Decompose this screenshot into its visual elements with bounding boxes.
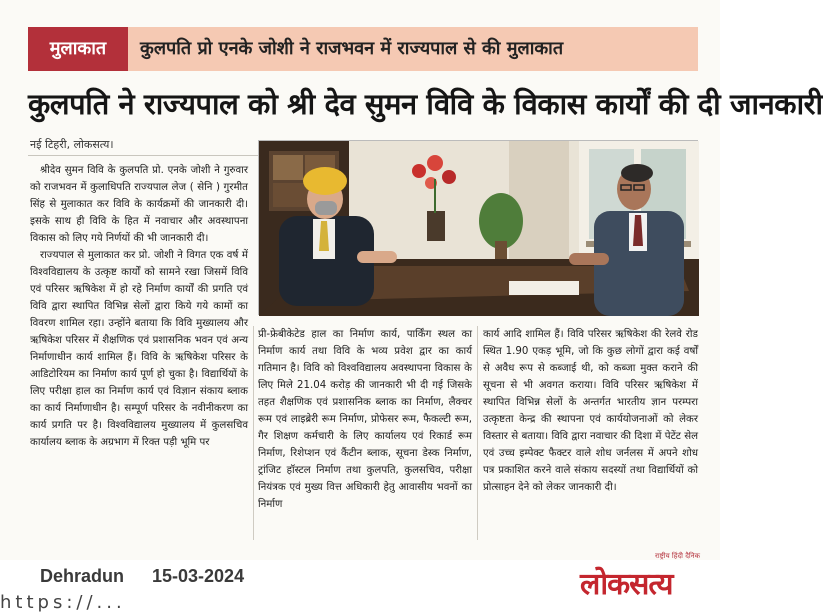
footer-date: 15-03-2024 — [152, 566, 245, 586]
paragraph: राज्यपाल से मुलाकात कर प्रो. जोशी ने विगत एक वर्ष में विश्वविद्यालय के उत्कृष्ट कार्यों को सामने रखा जिसमें विवि एवं परिसर ऋषिकेश में हो रहे निर्माण कार्यों की प्रगति एवं विवि द्वारा स्थापित विभिन्न सेलों द्वारा किये गये कामों का विवरण शामिल रहा। उन्होंने बताया कि विवि मुख्यालय और ऋषिकेश परिसर में शैक्षणिक एवं प्रशासनिक भवन एवं अन्य निर्माणाधीन कार्य शामिल हैं। विवि के ऋषिकेश परिसर के आडिटोरियम का निर्माण कार्य पूर्ण हो चुका है। विद्यार्थियों के लिए परीक्षा हाल का निर्माण कार्य एवं विज्ञान संकाय ब्लाक का कार्य निर्माणाधीन है। सम्पूर्ण परिसर के नवीनीकरण का कार्य प्रगति पर है। विश्वविद्यालय मुख्यालय में कुलसचिव कार्यालय ब्लाक के अग्रभाग में रिक्त पड़ी भूमि पर — [30, 250, 248, 448]
logo-tagline: राष्ट्रीय हिंदी दैनिक — [655, 552, 700, 560]
article-column-1 — [30, 162, 248, 540]
meeting-photo — [258, 140, 698, 315]
partial-url-text — [0, 592, 300, 613]
column-divider — [253, 326, 254, 540]
meeting-photo-illustration — [259, 141, 699, 316]
column-divider — [477, 326, 478, 540]
url-text: https://... — [0, 592, 126, 613]
main-headline: कुलपति ने राज्यपाल को श्री देव सुमन विवि के विकास कार्यों की दी जानकारी — [28, 87, 823, 121]
footer-city: Dehradun — [40, 566, 125, 586]
article-column-3 — [483, 326, 698, 541]
kicker-headline: कुलपति प्रो एनके जोशी ने राजभवन में राज्यपाल से की मुलाकात — [140, 38, 564, 59]
paragraph: प्री-फ्रेबीकेटेड हाल का निर्माण कार्य, पार्किंग स्थल का निर्माण कार्य तथा विवि के भव्य प्रवेश द्वार का कार्य गतिमान है। विवि को विश्वविद्यालय अवस्थापना विकास के लिए मिले 21.04 करोड़ की जानकारी भी दी गई जिसके तहत शैक्षणिक एवं प्रशासनिक ब्लाक का निर्माण, लैक्चर रूम एवं लाइब्रेरी रूम निर्माण, प्रोफेसर रूम, फैकल्टी रूम, गैर शिक्षण कर्मचारी के लिए कार्यालय एवं रिकार्ड रूम निर्माण, रिशेप्शन एवं कैंटीन ब्लाक, सूचना डेस्क निर्माण, ट्रांजिट हॉस्टल निर्माण तथा कुलपति, कुलसचिव, परीक्षा नियंत्रक एवं मुख्य वित्त अधिकारी हेतु आवासीय भवनों का निर्माण — [258, 329, 472, 510]
logo-wordmark: लोकसत्य — [580, 567, 673, 602]
dateline: नई टिहरी, लोकसत्य। — [30, 138, 114, 151]
article-column-2 — [258, 326, 472, 541]
kicker-tag: मुलाकात — [28, 27, 128, 71]
newspaper-logo — [578, 550, 708, 605]
paragraph: कार्य आदि शामिल हैं। विवि परिसर ऋषिकेश की रेलवे रोड स्थित 1.90 एकड़ भूमि, जो कि कुछ लोगों द्वारा कई वर्षों से अवैध रूप से कब्जाई थी, को कब्जा मुक्त कराने की सूचना से भी अवगत कराया। विवि परिसर ऋषिकेश में स्थापित विभिन्न सेलों के अन्तर्गत भारतीय ज्ञान परम्परा उत्कृष्टता केन्द्र की स्थापना एवं कार्ययोजनाओं को लेकर विस्तार से बताया। विवि द्वारा नवाचार की दिशा में पेटेंट सेल एवं उच्च इम्पेक्ट फैक्टर वाले शोध जर्नलस में अपने शोध पत्र प्रकाशित करने वाले संकाय सदस्यों तथा विद्यार्थियों को प्रोत्साहन देने को लेकर जानकारी दी। — [483, 329, 698, 493]
paragraph: श्रीदेव सुमन विवि के कुलपति प्रो. एनके जोशी ने गुरुवार को राजभवन में कुलाधिपति राज्यपाल लेज ( सेनि ) गुरमीत सिंह से मुलाकात कर विवि के कार्यक्रमों की जानकारी दी। इसके साथ ही विवि के हित में नवाचार और अवस्थापना विकास को लिए गये निर्णयों की भी जानकारी दी। — [30, 165, 248, 244]
